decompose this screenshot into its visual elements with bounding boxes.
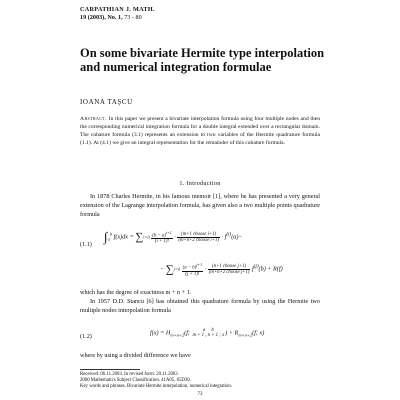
footnote-received: Received: 06.11.2003. In revised form: 20.11.2003 <box>80 372 178 377</box>
page-range: 73 - 80 <box>124 14 142 21</box>
equation-1-1-label: (1.1) <box>80 241 92 248</box>
intro-paragraph-1: In 1878 Charles Hermite, in his famous memoir [1], where he has presented a very general extension of the Lagrange interpolation formula, has given also a two multiple points quadrature formula <box>80 193 320 219</box>
equation-1-2: $f(x) = H_{m+n+2}(f$; a b m + 1 , n + 1 ; x ) + $R_{m+n+2}(f$; x) <box>150 328 265 338</box>
footnote-keywords: Key words and phrases. Bivariate Hermite interpolation, numerical integration. <box>80 384 232 389</box>
intro-paragraph-3: In 1957 D.D. Stancu [6] has obtained this quadrature formula by using the Hermite two multiple nodes interpolation formula <box>80 298 320 315</box>
equation-1-1-line-2: − ∑j=0 $\frac{(a - b)^{j+1}}{(j + 1)!}$ · $\frac{\text{(n+1 choose j+1)}}{\text{(m+n+2 choose j+1)}}$ $f^{(j)}(b) + R(f)$ <box>160 262 283 277</box>
journal-name: CARPATHIAN J. MATH. <box>80 6 155 13</box>
abstract-text: In this paper we present a bivariate interpolation formula using four multiple nodes and then the corresponding numerical integration formula for a double integral extended over a rectangular domain. The cubature formula (3.1) represents an extension to two variables of the Hermite quadrature formula (1.1). At (4.1) we give an integral representation for the remainder of this cubature formula. <box>80 116 320 146</box>
paper-title: On some bivariate Hermite type interpolation and numerical integration formulae <box>80 46 325 74</box>
intro-paragraph-4: where by using a divided difference we have <box>80 352 191 359</box>
equation-1-2-label: (1.2) <box>80 333 92 340</box>
footnote-msc: 2000 Mathematics Subject Classification. 41A05, 65D30. <box>80 378 191 383</box>
abstract <box>80 115 320 147</box>
abstract-label: Abstract. <box>80 116 108 122</box>
footnote-rule <box>80 369 140 370</box>
author-name: IOANA TAŞCU <box>80 98 133 106</box>
volume-line <box>80 14 155 22</box>
section-heading: 1. Introduction <box>179 180 221 187</box>
journal-header <box>80 6 155 22</box>
equation-1-1-line-1: $\int_a^b$ f(x)dx = ∑i=0 $\frac{(b - a)^{i+1}}{(i + 1)!}$ · $\frac{\text{(m+1 choose i+1)}}{\text{(m+n+2 choose i+1)}}$ · $f^{(i)}(a)-$ <box>104 229 243 245</box>
page-number: 73 <box>197 392 203 397</box>
volume-info: 19 (2003), No. 1, <box>80 14 123 21</box>
intro-paragraph-2: which has the degree of exactness m + n + 1. <box>80 289 192 296</box>
